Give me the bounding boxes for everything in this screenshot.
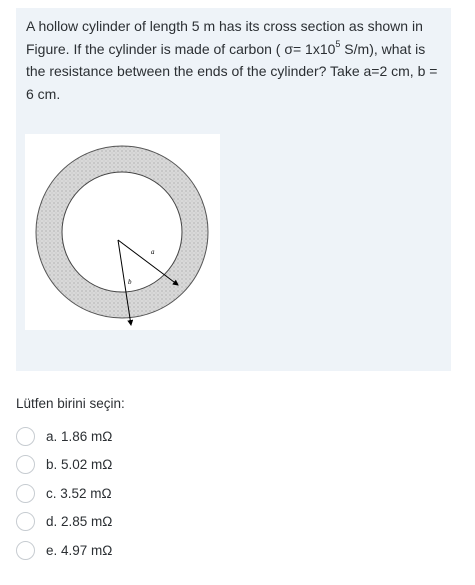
option-label: e. 4.97 mΩ [46,542,113,558]
radio-button[interactable] [16,455,35,474]
label-a: a [151,248,155,256]
question-text [26,15,444,105]
question-card [16,8,451,371]
question-text-part2: S/m), what is the resistance between the ends of the cylinder? Take a=2 cm, b = 6 cm. [26,40,438,102]
label-b: b [128,278,132,286]
option-label: d. 2.85 mΩ [46,514,113,530]
cylinder-cross-section-diagram [25,134,220,330]
sigma-exponent: 5 [335,38,341,49]
option-e[interactable] [16,536,216,565]
option-label: b. 5.02 mΩ [46,457,113,473]
radio-button[interactable] [16,484,35,503]
answer-prompt: Lütfen birini seçin: [16,396,125,411]
option-label: c. 3.52 mΩ [46,485,112,501]
option-b[interactable] [16,451,216,480]
option-label: a. 1.86 mΩ [46,428,113,444]
radio-button[interactable] [16,512,35,531]
option-c[interactable] [16,479,216,508]
radio-button[interactable] [16,541,35,560]
answer-options [16,422,216,565]
option-d[interactable] [16,508,216,537]
radio-button[interactable] [16,427,35,446]
question-text-part1: A hollow cylinder of length 5 m has its cross section as shown in Figure. If the cylinder is made of carbon ( σ= 1x10 [26,18,423,57]
cross-section-figure [25,134,220,330]
option-a[interactable] [16,422,216,451]
